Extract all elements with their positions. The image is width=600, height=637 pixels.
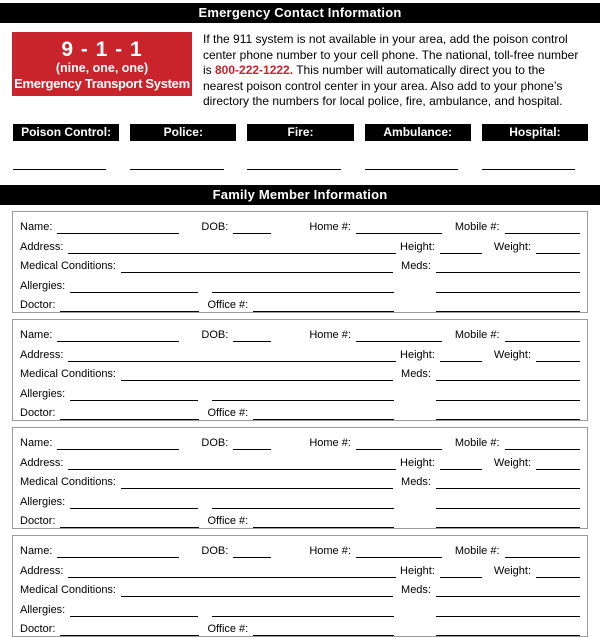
meds-fill-line[interactable] [436, 369, 580, 381]
mobile-phone-fill-line[interactable] [505, 222, 580, 234]
medical-conditions-row [20, 362, 580, 381]
office-phone-fill-line[interactable] [253, 516, 394, 528]
address-label: Address: [20, 456, 64, 469]
meds-extra-fill-line-2[interactable] [436, 408, 580, 420]
meds-extra-fill-line-2[interactable] [436, 516, 580, 528]
medical-conditions-row [20, 470, 580, 489]
family-member-block [12, 427, 588, 529]
doctor-label: Doctor: [20, 622, 56, 635]
meds-label: Meds: [401, 476, 431, 489]
medical-conditions-label: Medical Conditions: [20, 584, 116, 597]
meds-extra-fill-line-1[interactable] [436, 389, 580, 401]
address-row [20, 342, 580, 361]
home-phone-fill-line[interactable] [356, 330, 442, 342]
address-fill-line[interactable] [68, 350, 396, 362]
weight-fill-line[interactable] [536, 458, 580, 470]
emergency-contact-form [0, 3, 600, 635]
allergies-fill-line[interactable] [70, 497, 198, 509]
name-label: Name: [20, 545, 53, 558]
mobile-phone-label: Mobile #: [454, 221, 500, 234]
home-phone-label: Home #: [309, 437, 351, 450]
doctor-row [20, 617, 580, 636]
dob-label: DOB: [201, 437, 229, 450]
weight-label: Weight: [493, 456, 531, 469]
hospital-label: Hospital: [482, 124, 588, 141]
nine-one-one-phonetic: (nine, one, one) [55, 61, 149, 75]
home-phone-label: Home #: [309, 545, 351, 558]
name-row [20, 323, 580, 342]
name-fill-line[interactable] [57, 330, 179, 342]
intro-paragraph [203, 32, 588, 110]
medical-conditions-label: Medical Conditions: [20, 260, 116, 273]
meds-fill-line[interactable] [436, 261, 580, 273]
allergies-extra-fill-line[interactable] [212, 605, 394, 617]
home-phone-label: Home #: [309, 221, 351, 234]
office-phone-label: Office #: [207, 514, 249, 527]
allergies-label: Allergies: [20, 495, 66, 508]
office-phone-fill-line[interactable] [253, 408, 394, 420]
allergies-fill-line[interactable] [70, 389, 198, 401]
medical-conditions-row [20, 578, 580, 597]
office-phone-label: Office #: [207, 298, 249, 311]
poison-control-label: Poison Control: [13, 124, 119, 141]
height-label: Height: [400, 240, 435, 253]
meds-label: Meds: [401, 368, 431, 381]
name-row [20, 431, 580, 450]
name-label: Name: [20, 221, 53, 234]
family-member-block [12, 319, 588, 421]
weight-fill-line[interactable] [536, 242, 580, 254]
medical-conditions-fill-line[interactable] [121, 585, 393, 597]
doctor-fill-line[interactable] [60, 624, 199, 636]
contact-col-police [130, 124, 236, 170]
meds-extra-fill-line-1[interactable] [436, 605, 580, 617]
meds-label: Meds: [401, 584, 431, 597]
allergies-row [20, 273, 580, 292]
weight-label: Weight: [493, 240, 531, 253]
allergies-extra-fill-line[interactable] [212, 497, 394, 509]
dob-fill-line[interactable] [233, 222, 271, 234]
doctor-row [20, 293, 580, 312]
nine-one-one-box [12, 32, 192, 96]
medical-conditions-row [20, 254, 580, 273]
home-phone-fill-line[interactable] [356, 222, 442, 234]
address-label: Address: [20, 564, 64, 577]
name-fill-line[interactable] [57, 438, 179, 450]
doctor-row [20, 401, 580, 420]
name-row [20, 215, 580, 234]
address-row [20, 234, 580, 253]
height-fill-line[interactable] [440, 350, 482, 362]
address-label: Address: [20, 348, 64, 361]
ambulance-fill-line[interactable] [365, 169, 458, 170]
doctor-fill-line[interactable] [60, 408, 199, 420]
mobile-phone-fill-line[interactable] [505, 438, 580, 450]
allergies-row [20, 381, 580, 400]
address-fill-line[interactable] [68, 458, 396, 470]
name-label: Name: [20, 437, 53, 450]
dob-fill-line[interactable] [233, 546, 271, 558]
fire-fill-line[interactable] [247, 169, 340, 170]
contact-col-ambulance [365, 124, 471, 170]
height-label: Height: [400, 348, 435, 361]
office-phone-fill-line[interactable] [253, 300, 394, 312]
doctor-row [20, 509, 580, 528]
family-member-header: Family Member Information [0, 185, 600, 205]
ambulance-label: Ambulance: [365, 124, 471, 141]
doctor-label: Doctor: [20, 298, 56, 311]
medical-conditions-label: Medical Conditions: [20, 368, 116, 381]
allergies-row [20, 489, 580, 508]
allergies-row [20, 597, 580, 616]
height-fill-line[interactable] [440, 242, 482, 254]
intro-text-before: If the 911 system is not available in your area, add the poison control center phone number to your cell phone. The national, toll-free number is [203, 32, 579, 78]
mobile-phone-label: Mobile #: [454, 437, 500, 450]
contact-col-poison-control [13, 124, 119, 170]
dob-label: DOB: [201, 221, 229, 234]
allergies-fill-line[interactable] [70, 605, 198, 617]
meds-fill-line[interactable] [436, 585, 580, 597]
meds-extra-fill-line-2[interactable] [436, 300, 580, 312]
dob-label: DOB: [201, 545, 229, 558]
home-phone-fill-line[interactable] [356, 546, 442, 558]
allergies-fill-line[interactable] [70, 281, 198, 293]
dob-fill-line[interactable] [233, 330, 271, 342]
emergency-contact-header: Emergency Contact Information [0, 3, 600, 23]
intro-text-after: This number will automatically direct you to the nearest poison control center in your area. Also add to your phone’s directory the numbers for local police, fire, ambulance, and hospital. [203, 63, 563, 109]
weight-fill-line[interactable] [536, 566, 580, 578]
doctor-label: Doctor: [20, 406, 56, 419]
contact-col-fire [247, 124, 353, 170]
meds-label: Meds: [401, 260, 431, 273]
dob-label: DOB: [201, 329, 229, 342]
medical-conditions-fill-line[interactable] [121, 369, 393, 381]
allergies-label: Allergies: [20, 603, 66, 616]
height-fill-line[interactable] [440, 566, 482, 578]
mobile-phone-label: Mobile #: [454, 545, 500, 558]
address-fill-line[interactable] [68, 242, 396, 254]
poison-control-phone-number: 800-222-1222. [215, 63, 294, 78]
weight-label: Weight: [493, 564, 531, 577]
office-phone-fill-line[interactable] [253, 624, 394, 636]
family-member-list [12, 211, 588, 637]
medical-conditions-label: Medical Conditions: [20, 476, 116, 489]
mobile-phone-fill-line[interactable] [505, 330, 580, 342]
name-fill-line[interactable] [57, 546, 179, 558]
police-fill-line[interactable] [130, 169, 223, 170]
height-label: Height: [400, 456, 435, 469]
family-member-block [12, 535, 588, 637]
address-label: Address: [20, 240, 64, 253]
nine-one-one-subtitle: Emergency Transport System [14, 76, 190, 91]
emergency-numbers-row [13, 124, 588, 170]
dob-fill-line[interactable] [233, 438, 271, 450]
office-phone-label: Office #: [207, 406, 249, 419]
name-label: Name: [20, 329, 53, 342]
nine-one-one-number: 9 - 1 - 1 [61, 38, 143, 61]
allergies-extra-fill-line[interactable] [212, 281, 394, 293]
family-member-block [12, 211, 588, 313]
name-fill-line[interactable] [57, 222, 179, 234]
medical-conditions-fill-line[interactable] [121, 261, 393, 273]
fire-label: Fire: [247, 124, 353, 141]
allergies-label: Allergies: [20, 387, 66, 400]
name-row [20, 539, 580, 558]
hospital-fill-line[interactable] [482, 169, 575, 170]
weight-label: Weight: [493, 348, 531, 361]
weight-fill-line[interactable] [536, 350, 580, 362]
allergies-extra-fill-line[interactable] [212, 389, 394, 401]
home-phone-label: Home #: [309, 329, 351, 342]
medical-conditions-fill-line[interactable] [121, 477, 393, 489]
police-label: Police: [130, 124, 236, 141]
intro-section [12, 32, 588, 110]
address-fill-line[interactable] [68, 566, 396, 578]
meds-fill-line[interactable] [436, 477, 580, 489]
mobile-phone-label: Mobile #: [454, 329, 500, 342]
contact-col-hospital [482, 124, 588, 170]
poison-control-fill-line[interactable] [13, 169, 106, 170]
allergies-label: Allergies: [20, 279, 66, 292]
meds-extra-fill-line-1[interactable] [436, 497, 580, 509]
mobile-phone-fill-line[interactable] [505, 546, 580, 558]
meds-extra-fill-line-2[interactable] [436, 624, 580, 636]
height-fill-line[interactable] [440, 458, 482, 470]
address-row [20, 450, 580, 469]
height-label: Height: [400, 564, 435, 577]
doctor-fill-line[interactable] [60, 300, 199, 312]
address-row [20, 558, 580, 577]
doctor-fill-line[interactable] [60, 516, 199, 528]
office-phone-label: Office #: [207, 622, 249, 635]
meds-extra-fill-line-1[interactable] [436, 281, 580, 293]
doctor-label: Doctor: [20, 514, 56, 527]
home-phone-fill-line[interactable] [356, 438, 442, 450]
